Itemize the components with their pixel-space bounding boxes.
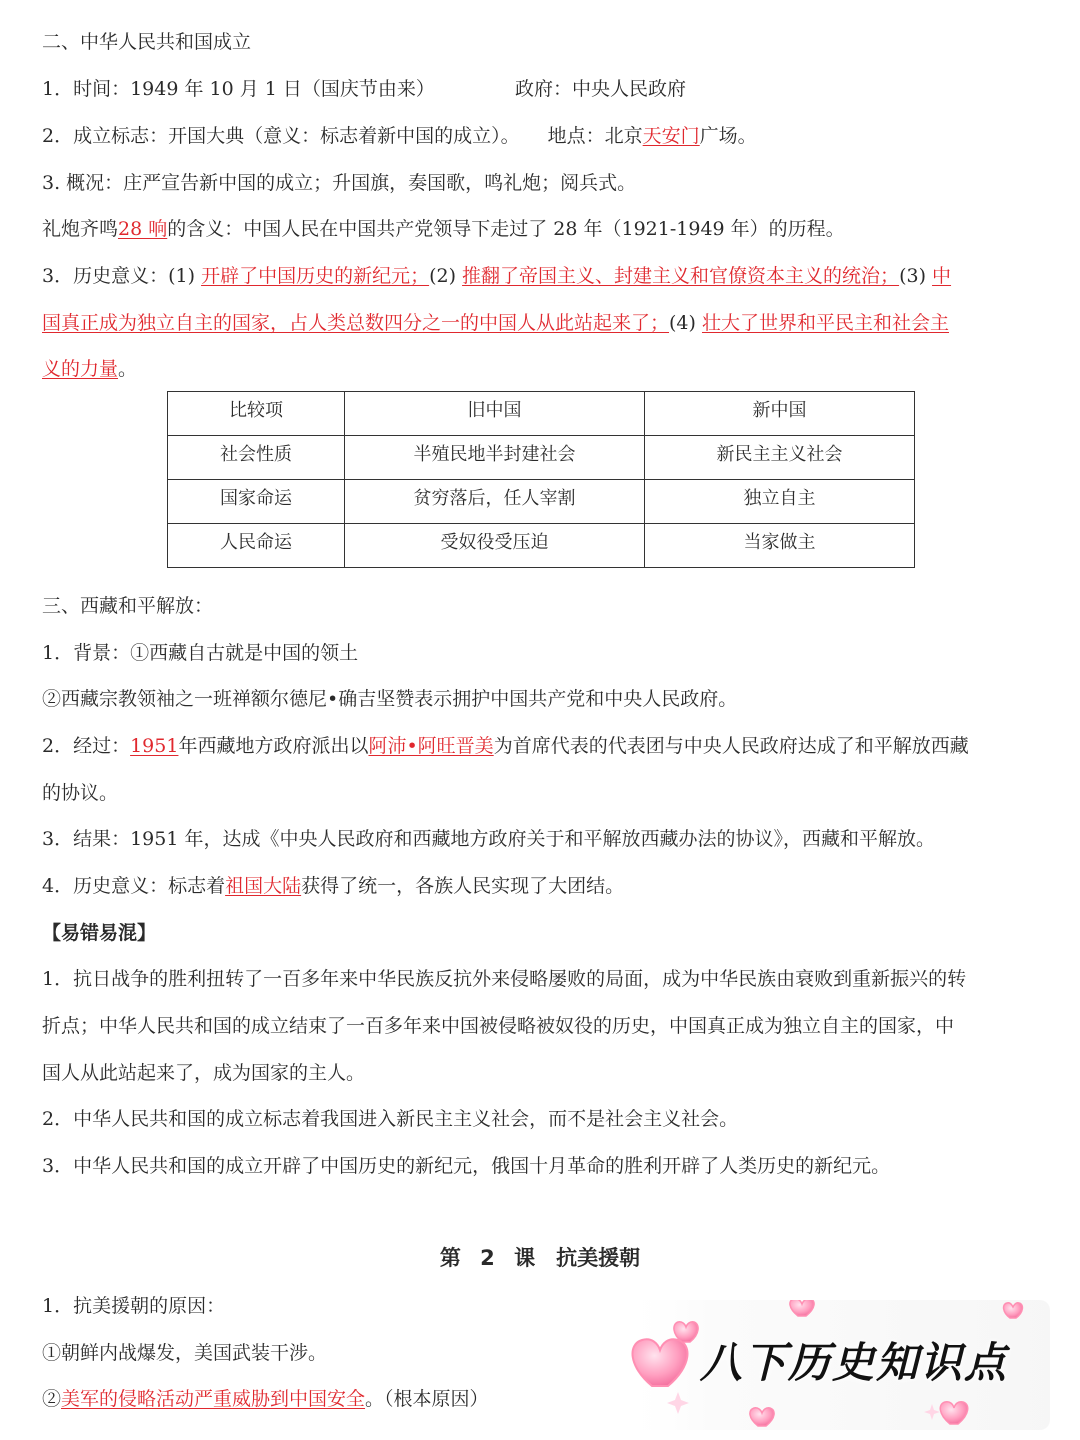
ngapoi-highlight: 阿沛•阿旺晋美 bbox=[368, 735, 494, 757]
significance-suffix: 获得了统一，各族人民实现了大团结。 bbox=[301, 875, 625, 897]
salute-28-highlight: 28 响 bbox=[118, 218, 168, 240]
ceremony-text: 2．成立标志：开国大典（意义：标志着新中国的成立）。 bbox=[42, 125, 520, 147]
us-threat-highlight: 美军的侵略活动严重威胁到中国安全 bbox=[61, 1388, 366, 1410]
lesson2-line-2: ①朝鲜内战爆发，美国武装干涉。 bbox=[42, 1342, 328, 1364]
mistakes-line-3: 国人从此站起来了，成为国家的主人。 bbox=[42, 1062, 366, 1084]
founding-government: 政府：中央人民政府 bbox=[515, 78, 687, 100]
mistakes-line-4: 2．中华人民共和国的成立标志着我国进入新民主主义社会，而不是社会主义社会。 bbox=[42, 1108, 739, 1130]
significance-point-3: 国真正成为独立自主的国家，占人类总数四分之一的中国人从此站起来了； bbox=[42, 312, 670, 334]
section-heading-founding: 二、中华人民共和国成立 bbox=[42, 31, 252, 53]
process-text-2: 为首席代表的代表团与中央人民政府达成了和平解放西藏 bbox=[493, 735, 969, 757]
significance-label: 3．历史意义：(1) bbox=[42, 265, 196, 287]
mainland-highlight: 祖国大陆 bbox=[225, 875, 302, 897]
salute-meaning: 的含义：中国人民在中国共产党领导下走过了 28 年（1921-1949 年）的历程。 bbox=[167, 218, 845, 240]
lesson2-line-3 bbox=[42, 1386, 489, 1412]
salute-line bbox=[42, 216, 845, 242]
tibet-background-2: ②西藏宗教领袖之一班禅额尔德尼•确吉坚赞表示拥护中国共产党和中央人民政府。 bbox=[42, 688, 738, 710]
tibet-result-line: 3．结果：1951 年，达成《中央人民政府和西藏地方政府关于和平解放西藏办法的协议》，西藏和平解放。 bbox=[42, 828, 935, 850]
circle-2: ② bbox=[42, 1388, 62, 1410]
table-cell: 新民主主义社会 bbox=[645, 436, 915, 480]
table-header-cell: 旧中国 bbox=[345, 392, 645, 436]
root-cause-note: 。（根本原因） bbox=[365, 1388, 489, 1410]
table-cell: 社会性质 bbox=[168, 436, 345, 480]
table-header-row bbox=[168, 392, 915, 436]
tibet-process-line bbox=[42, 733, 969, 759]
salute-prefix: 礼炮齐鸣 bbox=[42, 218, 119, 240]
comparison-table bbox=[167, 391, 915, 568]
table-row bbox=[168, 480, 915, 524]
mistakes-line-5: 3．中华人民共和国的成立开辟了中国历史的新纪元，俄国十月革命的胜利开辟了人类历史的新纪元。 bbox=[42, 1155, 891, 1177]
significance-point-4: 壮大了世界和平民主和社会主 bbox=[701, 312, 949, 334]
mistakes-line-2: 折点；中华人民共和国的成立结束了一百多年来中国被侵略被奴役的历史，中国真正成为独立自主的国家，中 bbox=[42, 1015, 955, 1037]
founding-ceremony-line bbox=[42, 123, 757, 149]
significance-prefix: 4．历史意义：标志着 bbox=[42, 875, 226, 897]
significance-point-4-end: 义的力量 bbox=[42, 358, 119, 380]
founding-time-line bbox=[42, 76, 686, 102]
num-3: (3) bbox=[899, 265, 926, 287]
significance-point-1: 开辟了中国历史的新纪元； bbox=[201, 265, 430, 287]
process-label: 2．经过： bbox=[42, 735, 131, 757]
tiananmen-highlight: 天安门 bbox=[642, 125, 700, 147]
significance-line-3 bbox=[42, 356, 137, 382]
table-row bbox=[168, 436, 915, 480]
founding-overview-line: 3. 概况：庄严宣告新中国的成立；升国旗，奏国歌，鸣礼炮；阅兵式。 bbox=[42, 172, 637, 194]
period: 。 bbox=[118, 358, 138, 380]
banner-title: 八下历史知识点 bbox=[700, 1338, 1009, 1387]
significance-point-3-start: 中 bbox=[932, 265, 952, 287]
location-suffix: 广场。 bbox=[699, 125, 757, 147]
lesson-title: 第 2 课 抗美援朝 bbox=[439, 1246, 641, 1270]
table-cell: 独立自主 bbox=[645, 480, 915, 524]
location-label: 地点：北京 bbox=[547, 125, 643, 147]
table-cell: 当家做主 bbox=[645, 524, 915, 568]
table-header-cell: 新中国 bbox=[645, 392, 915, 436]
tibet-background-1: 1．背景：①西藏自古就是中国的领土 bbox=[42, 642, 359, 664]
table-header-cell: 比较项 bbox=[168, 392, 345, 436]
process-text-1: 年西藏地方政府派出以 bbox=[178, 735, 369, 757]
table-cell: 国家命运 bbox=[168, 480, 345, 524]
table-cell: 人民命运 bbox=[168, 524, 345, 568]
table-cell: 贫穷落后，任人宰割 bbox=[345, 480, 645, 524]
year-1951-highlight: 1951 bbox=[130, 735, 179, 757]
table-row bbox=[168, 524, 915, 568]
mistakes-heading: 【易错易混】 bbox=[42, 922, 157, 944]
num-4: (4) bbox=[669, 312, 696, 334]
lesson2-line-1: 1．抗美援朝的原因： bbox=[42, 1295, 226, 1317]
tibet-significance-line bbox=[42, 873, 624, 899]
section-heading-tibet: 三、西藏和平解放： bbox=[42, 595, 214, 617]
significance-line-2 bbox=[42, 310, 949, 336]
mistakes-line-1: 1．抗日战争的胜利扭转了一百多年来中华民族反抗外来侵略屡败的局面，成为中华民族由衰败到重新振兴的转 bbox=[42, 968, 967, 990]
num-2: (2) bbox=[429, 265, 456, 287]
table-cell: 半殖民地半封建社会 bbox=[345, 436, 645, 480]
significance-line-1 bbox=[42, 263, 951, 289]
table-cell: 受奴役受压迫 bbox=[345, 524, 645, 568]
tibet-process-end: 的协议。 bbox=[42, 782, 119, 804]
significance-point-2: 推翻了帝国主义、封建主义和官僚资本主义的统治； bbox=[462, 265, 900, 287]
founding-time: 1．时间：1949 年 10 月 1 日（国庆节由来） bbox=[42, 78, 435, 100]
